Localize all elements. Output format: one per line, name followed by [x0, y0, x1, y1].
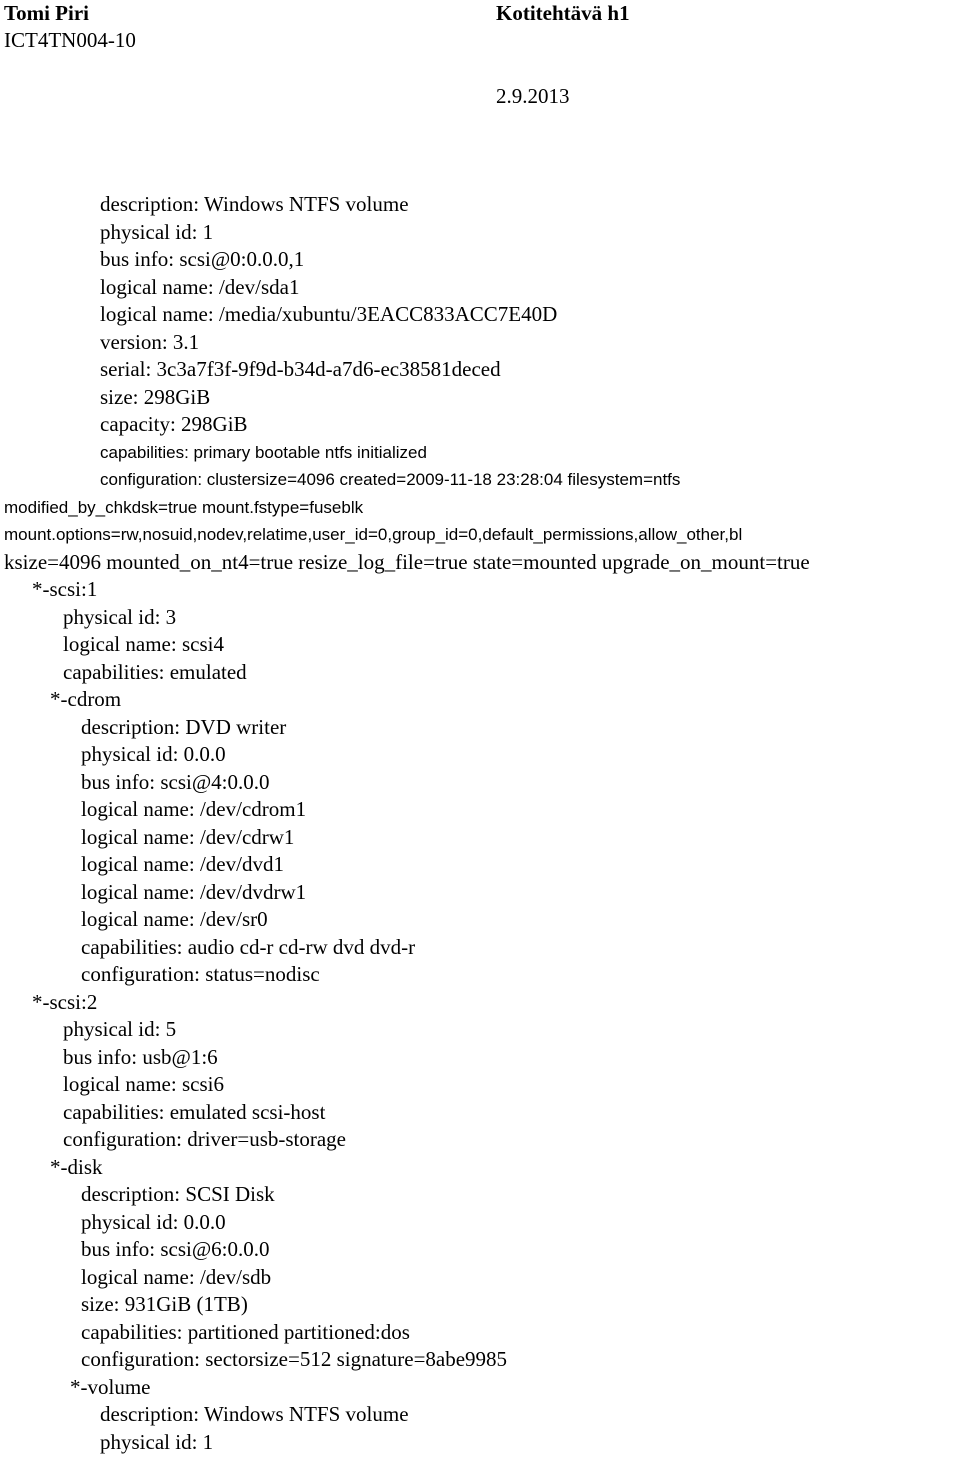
text-line: physical id: 0.0.0 [81, 742, 226, 766]
text-line: physical id: 1 [100, 219, 214, 244]
text-line: capabilities: emulated scsi-host [63, 1099, 326, 1124]
text-line: physical id: 1 [100, 1429, 214, 1454]
course-code: ICT4TN004-10 [4, 28, 136, 52]
text-line: bus info: scsi@6:0.0.0 [81, 1237, 270, 1261]
text-line: *-volume [70, 1374, 151, 1399]
text-line: capabilities: partitioned partitioned:dos [81, 1319, 410, 1344]
text-line: logical name: scsi4 [63, 632, 224, 656]
text-line: description: SCSI Disk [81, 1182, 275, 1206]
text-line: logical name: /dev/cdrom1 [81, 797, 307, 821]
text-line: capacity: 298GiB [100, 412, 248, 436]
text-line: capabilities: primary bootable ntfs initialized [100, 442, 427, 462]
text-line: physical id: 0.0.0 [81, 1209, 226, 1234]
text-line: bus info: scsi@0:0.0.0,1 [100, 247, 305, 271]
text-line: description: DVD writer [81, 714, 287, 739]
text-line: *-scsi:2 [32, 989, 98, 1014]
text-line: bus info: usb@1:6 [63, 1044, 218, 1069]
text-line: configuration: driver=usb-storage [63, 1127, 347, 1151]
text-line: size: 931GiB (1TB) [81, 1292, 248, 1316]
text-line: mount.options=rw,nosuid,nodev,relatime,user_id=0,group_id=0,default_permissions,allow_other,bl [4, 525, 743, 544]
text-line: description: Windows NTFS volume [100, 192, 409, 216]
hardware-listing [0, 191, 960, 1456]
text-line: *-scsi:1 [32, 577, 98, 601]
text-line: logical name: scsi6 [63, 1072, 224, 1096]
text-line: capabilities: audio cd-r cd-rw dvd dvd-r [81, 934, 416, 959]
text-line: modified_by_chkdsk=true mount.fstype=fuseblk [4, 497, 364, 517]
text-line: size: 298GiB [100, 384, 211, 409]
text-line: bus info: scsi@4:0.0.0 [81, 769, 270, 794]
text-line: configuration: clustersize=4096 created=2009-11-18 23:28:04 filesystem=ntfs [100, 470, 681, 489]
author-name: Tomi Piri [4, 1, 89, 25]
text-line: logical name: /dev/sdb [81, 1264, 272, 1289]
text-line: description: Windows NTFS volume [100, 1402, 409, 1426]
text-line: version: 3.1 [100, 329, 200, 354]
text-line: configuration: sectorsize=512 signature=8abe9985 [81, 1347, 508, 1371]
text-line: logical name: /dev/dvdrw1 [81, 879, 307, 904]
assignment-title: Kotitehtävä h1 [496, 1, 630, 25]
text-line: serial: 3c3a7f3f-9f9d-b34d-a7d6-ec38581deced [100, 357, 501, 381]
text-line: logical name: /dev/cdrw1 [81, 824, 295, 849]
document-date: 2.9.2013 [496, 84, 570, 108]
text-line: ksize=4096 mounted_on_nt4=true resize_log_file=true state=mounted upgrade_on_mount=true [4, 549, 810, 574]
text-line: logical name: /dev/dvd1 [81, 852, 284, 876]
text-line: capabilities: emulated [63, 659, 247, 684]
text-line: logical name: /media/xubuntu/3EACC833ACC7E40D [100, 302, 558, 326]
text-line: *-cdrom [50, 687, 122, 711]
text-line: physical id: 5 [63, 1017, 177, 1041]
text-line: physical id: 3 [63, 604, 177, 629]
text-line: *-disk [50, 1154, 103, 1179]
text-line: logical name: /dev/sr0 [81, 907, 268, 931]
text-line: configuration: status=nodisc [81, 962, 320, 986]
text-line: logical name: /dev/sda1 [100, 274, 300, 299]
